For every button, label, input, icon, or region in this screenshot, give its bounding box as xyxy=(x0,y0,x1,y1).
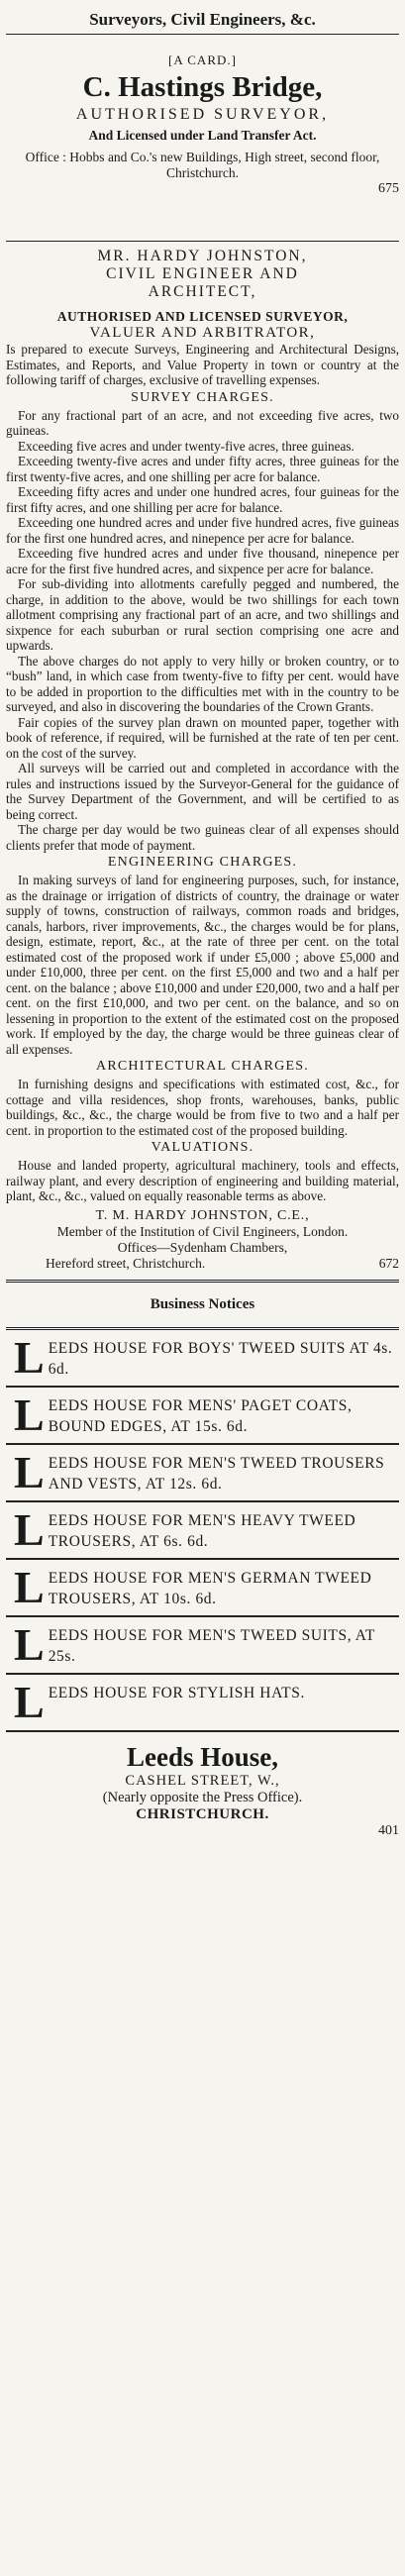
business-notices-heading: Business Notices xyxy=(150,1295,255,1312)
signature-address: Hereford street, Christchurch. xyxy=(46,1255,206,1271)
survey-charge-paragraph: Exceeding one hundred acres and under five hundred acres, five guineas for the first one hundred acres, and ninepence per acre for balance. xyxy=(6,515,399,546)
licensed-line: And Licensed under Land Transfer Act. xyxy=(88,128,317,143)
ad-text: EEDS HOUSE FOR MEN'S TWEED SUITS, AT 25s. xyxy=(48,1626,375,1665)
ad-text: EEDS HOUSE FOR STYLISH HATS. xyxy=(48,1684,305,1701)
ad-text: EEDS HOUSE FOR BOYS' TWEED SUITS AT 4s. 6d. xyxy=(48,1339,393,1378)
architectural-charge-paragraph: In furnishing designs and specifications with estimated cost, &c., for cottage and villa residences, shop fronts, warehouses, banks, public buildings, &c., &c., the charge would be from five to two and a half per cent. in proportion to the estimated cost of the proposed building. xyxy=(6,1077,399,1138)
ad-text: EEDS HOUSE FOR MEN'S HEAVY TWEED TROUSERS, AT 6s. 6d. xyxy=(48,1511,356,1550)
survey-charge-paragraph: Fair copies of the survey plan drawn on mounted paper, together with book of reference, if required, will be furnished at the rate of ten per cent. on the cost of the survey. xyxy=(6,714,399,761)
store-street: CASHEL STREET, W., xyxy=(125,1772,280,1789)
survey-charge-paragraph: For any fractional part of an acre, and not exceeding five acres, two guineas. xyxy=(6,407,399,438)
advertiser-title: AUTHORISED SURVEYOR, xyxy=(75,106,330,123)
business-ad xyxy=(6,1560,399,1617)
ad-initial: L xyxy=(14,1331,45,1383)
advertiser-name: C. Hastings Bridge, xyxy=(82,71,323,103)
office-address: Office : Hobbs and Co.'s new Buildings, High street, second floor, Christchurch. xyxy=(25,150,380,180)
signature-offices: Offices—Sydenham Chambers, xyxy=(117,1239,288,1255)
ad-initial: L xyxy=(14,1389,45,1440)
valuations-paragraph: House and landed property, agricultural machinery, tools and effects, railway plant, and every description of engineering and building material, plant, &c., &c., valued on equally reasonable terms as above. xyxy=(6,1158,399,1203)
ad-initial: L xyxy=(14,1676,45,1727)
valuations-list xyxy=(6,1158,399,1204)
survey-charge-paragraph: All surveys will be carried out and completed in accordance with the rules and instructions issued by the Surveyor-General for the guidance of the Survey Department of the Government, and will be certified to as being correct. xyxy=(6,761,399,822)
engineer-name: MR. HARDY JOHNSTON, xyxy=(97,248,308,264)
business-ad xyxy=(6,1330,399,1388)
signature-name: T. M. HARDY JOHNSTON, C.E., xyxy=(95,1207,310,1223)
engineering-charges-list xyxy=(6,873,399,1057)
architectural-charges-heading: ARCHITECTURAL CHARGES. xyxy=(96,1059,309,1074)
ad-initial: L xyxy=(14,1618,45,1670)
advert-number: 401 xyxy=(378,1822,399,1838)
ad-text: EEDS HOUSE FOR MEN'S GERMAN TWEED TROUSERS, AT 10s. 6d. xyxy=(48,1569,372,1607)
advert-hastings-bridge xyxy=(6,52,399,241)
ad-initial: L xyxy=(14,1446,45,1497)
survey-charge-paragraph: Exceeding five hundred acres and under five thousand, ninepence per acre for the first five hundred acres, and sixpence per acre for balance. xyxy=(6,546,399,576)
survey-charge-paragraph: Exceeding fifty acres and under one hundred acres, four guineas for the first fifty acres, and one shilling per acre for balance. xyxy=(6,484,399,515)
survey-charge-paragraph: The above charges do not apply to very hilly or broken country, or to “bush” land, in which case from twenty-five to fifty per cent. would have to be added in proportion to the difficulties met with in the country to be surveyed, and also in discovering the boundaries of the Crown Grants. xyxy=(6,653,399,714)
store-landmark: (Nearly opposite the Press Office). xyxy=(102,1789,303,1805)
survey-charge-paragraph: Exceeding twenty-five acres and under fifty acres, three guineas for the first twenty-five acres, and one shilling per acre for balance. xyxy=(6,454,399,484)
survey-charges-list xyxy=(6,408,399,854)
signature-membership: Member of the Institution of Civil Engineers, London. xyxy=(56,1223,349,1239)
advert-leeds-house xyxy=(6,1742,399,1839)
survey-charge-paragraph: Exceeding five acres and under twenty-five acres, three guineas. xyxy=(18,438,354,454)
store-name: Leeds House, xyxy=(126,1741,278,1772)
survey-charge-paragraph: For sub-dividing into allotments carefully pegged and numbered, the charge, in addition to the above, would be two shillings for each town allotment comprising any fractional part of an acre, and two shillings and sixpence for each suburban or rural section comprising one acre and upwards. xyxy=(6,576,399,653)
engineer-role-2: ARCHITECT, xyxy=(148,283,257,300)
ad-text: EEDS HOUSE FOR MENS' PAGET COATS, BOUND EDGES, AT 15s. 6d. xyxy=(48,1396,353,1435)
business-ad xyxy=(6,1388,399,1445)
engineer-role: CIVIL ENGINEER AND xyxy=(106,265,299,282)
engineering-charge-paragraph: In making surveys of land for engineering purposes, such, for instance, as the drainage or irrigation of districts of country, the drainage or water supply of towns, construction of railways, common roads and bridges, canals, harbors, river improvements, &c., the charges would be for plans, design, estimate, report, &c., at the rate of three per cent. on the total estimated cost of the proposed work if under £5,000 ; above £5,000 and under £10,000, three per cent. on the first £5,000 and two and a half per cent. on the balance ; above £10,000 and under £20,000, two and a half per cent. on the first £10,000, and two per cent. on the balance, and so on lessening in proportion to the extent of the estimated cost on the proposed work. If employed by the day, the charge would be three guineas clear of all expenses. xyxy=(6,873,399,1057)
advert-number: 672 xyxy=(378,1255,399,1271)
advert-number: 675 xyxy=(378,181,399,196)
architectural-charges-list xyxy=(6,1077,399,1138)
ad-text: EEDS HOUSE FOR MEN'S TWEED TROUSERS AND VESTS, AT 12s. 6d. xyxy=(48,1454,385,1493)
engineering-charges-heading: ENGINEERING CHARGES. xyxy=(107,855,298,870)
advert-hardy-johnston xyxy=(6,242,399,1272)
business-ads-list xyxy=(6,1330,399,1732)
business-ad xyxy=(6,1675,399,1732)
survey-charge-paragraph: The charge per day would be two guineas clear of all expenses should clients prefer that mode of payment. xyxy=(6,822,399,853)
ad-initial: L xyxy=(14,1561,45,1612)
business-ad xyxy=(6,1502,399,1560)
intro-paragraph: Is prepared to execute Surveys, Engineering and Architectural Designs, Estimates, and Reports, and Value Property in town or country at the following tariff of charges, exclusive of travelling expenses. xyxy=(6,342,399,387)
divider xyxy=(6,34,399,35)
business-ad xyxy=(6,1617,399,1675)
section-header: Surveyors, Civil Engineers, &c. xyxy=(89,10,316,29)
authorised-line: AUTHORISED AND LICENSED SURVEYOR, xyxy=(56,309,349,324)
valuer-line: VALUER AND ARBITRATOR, xyxy=(89,325,316,341)
survey-charges-heading: SURVEY CHARGES. xyxy=(131,389,274,405)
business-ad xyxy=(6,1445,399,1502)
card-label: [A CARD.] xyxy=(168,52,237,67)
store-city: CHRISTCHURCH. xyxy=(136,1805,269,1822)
ad-initial: L xyxy=(14,1503,45,1555)
valuations-heading: VALUATIONS. xyxy=(151,1140,254,1155)
